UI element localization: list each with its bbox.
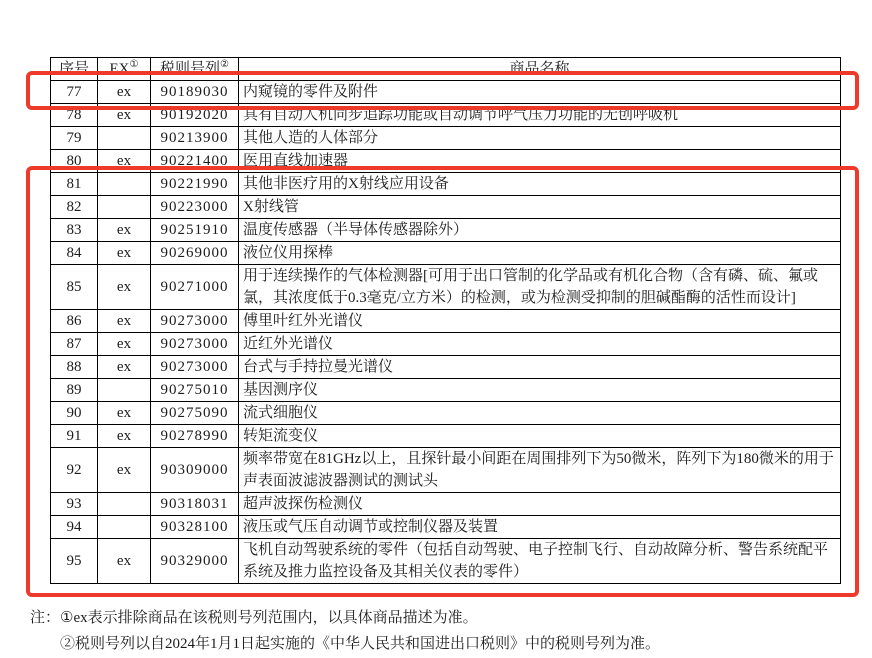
serial-number-cell: 86 — [51, 310, 98, 333]
serial-number-cell: 87 — [51, 333, 98, 356]
ex-flag-cell: ex — [98, 402, 151, 425]
serial-number-cell: 80 — [51, 150, 98, 173]
tariff-code-cell: 90278990 — [151, 425, 239, 448]
serial-number-cell: 78 — [51, 104, 98, 127]
ex-flag-cell — [98, 379, 151, 402]
product-name-cell: 傅里叶红外光谱仪 — [239, 310, 841, 333]
footnote-line-1: ①ex表示排除商品在该税则号列范围内，以具体商品描述为准。 — [60, 610, 478, 626]
tariff-code-cell: 90328100 — [151, 516, 239, 539]
product-name-cell: 其他非医疗用的X射线应用设备 — [239, 173, 841, 196]
ex-flag-cell — [98, 196, 151, 219]
ex-flag-cell: ex — [98, 219, 151, 242]
product-name-cell: 基因测序仪 — [239, 379, 841, 402]
column-header: EX① — [98, 58, 151, 81]
ex-flag-cell — [98, 516, 151, 539]
tariff-code-cell: 90271000 — [151, 265, 239, 310]
table-row — [51, 127, 841, 150]
product-name-cell: 频率带宽在81GHz以上，且探针最小间距在周围排列下为50微米，阵列下为180微米的用于声表面波滤波器测试的测试头 — [239, 448, 841, 493]
table-row — [51, 333, 841, 356]
tariff-code-cell: 90223000 — [151, 196, 239, 219]
serial-number-cell: 83 — [51, 219, 98, 242]
ex-flag-cell: ex — [98, 150, 151, 173]
serial-number-cell: 95 — [51, 539, 98, 584]
serial-number-cell: 89 — [51, 379, 98, 402]
table-row — [51, 173, 841, 196]
column-header: 商品名称 — [239, 58, 841, 81]
product-name-cell: 流式细胞仪 — [239, 402, 841, 425]
column-header: 序号 — [51, 58, 98, 81]
product-name-cell: 近红外光谱仪 — [239, 333, 841, 356]
tariff-code-cell: 90273000 — [151, 356, 239, 379]
serial-number-cell: 90 — [51, 402, 98, 425]
table-row — [51, 150, 841, 173]
footnote-line-2: ②税则号列以自2024年1月1日起实施的《中华人民共和国进出口税则》中的税则号列为准。 — [60, 636, 661, 652]
ex-flag-cell: ex — [98, 81, 151, 104]
ex-flag-cell: ex — [98, 242, 151, 265]
table-row — [51, 196, 841, 219]
table-row — [51, 104, 841, 127]
ex-flag-cell — [98, 127, 151, 150]
table-row — [51, 539, 841, 584]
ex-flag-cell — [98, 173, 151, 196]
tariff-code-cell: 90213900 — [151, 127, 239, 150]
serial-number-cell: 79 — [51, 127, 98, 150]
product-name-cell: 温度传感器（半导体传感器除外） — [239, 219, 841, 242]
product-name-cell: X射线管 — [239, 196, 841, 219]
footnote-prefix: 注： — [30, 610, 61, 626]
product-name-cell: 液压或气压自动调节或控制仪器及装置 — [239, 516, 841, 539]
serial-number-cell: 85 — [51, 265, 98, 310]
ex-flag-cell: ex — [98, 539, 151, 584]
product-name-cell: 用于连续操作的气体检测器[可用于出口管制的化学品或有机化合物（含有磷、硫、氟或氯，其浓度低于0.3毫克/立方米）的检测，或为检测受抑制的胆碱酯酶的活性而设计] — [239, 265, 841, 310]
ex-flag-cell: ex — [98, 265, 151, 310]
serial-number-cell: 81 — [51, 173, 98, 196]
product-name-cell: 超声波探伤检测仪 — [239, 493, 841, 516]
table-row — [51, 81, 841, 104]
table-row — [51, 448, 841, 493]
tariff-code-cell: 90192020 — [151, 104, 239, 127]
tariff-code-cell: 90275010 — [151, 379, 239, 402]
table-row — [51, 493, 841, 516]
tariff-code-cell: 90329000 — [151, 539, 239, 584]
product-name-cell: 液位仪用探棒 — [239, 242, 841, 265]
product-name-cell: 医用直线加速器 — [239, 150, 841, 173]
ex-flag-cell: ex — [98, 356, 151, 379]
header-superscript: ② — [220, 59, 229, 70]
tariff-code-cell: 90269000 — [151, 242, 239, 265]
product-name-cell: 其他人造的人体部分 — [239, 127, 841, 150]
serial-number-cell: 93 — [51, 493, 98, 516]
column-header: 税则号列② — [151, 58, 239, 81]
ex-flag-cell: ex — [98, 310, 151, 333]
product-name-cell: 转矩流变仪 — [239, 425, 841, 448]
tariff-code-cell: 90273000 — [151, 310, 239, 333]
table-row — [51, 242, 841, 265]
tariff-table — [50, 57, 841, 584]
product-name-cell: 台式与手持拉曼光谱仪 — [239, 356, 841, 379]
table-row — [51, 265, 841, 310]
table-row — [51, 516, 841, 539]
ex-flag-cell — [98, 493, 151, 516]
serial-number-cell: 94 — [51, 516, 98, 539]
serial-number-cell: 84 — [51, 242, 98, 265]
table-header-row — [51, 58, 841, 81]
tariff-code-cell: 90318031 — [151, 493, 239, 516]
product-name-cell: 具有自动人机同步追踪功能或自动调节呼气压力功能的无创呼吸机 — [239, 104, 841, 127]
product-name-cell: 内窥镜的零件及附件 — [239, 81, 841, 104]
tariff-code-cell: 90273000 — [151, 333, 239, 356]
serial-number-cell: 92 — [51, 448, 98, 493]
tariff-code-cell: 90221990 — [151, 173, 239, 196]
ex-flag-cell: ex — [98, 448, 151, 493]
tariff-code-cell: 90309000 — [151, 448, 239, 493]
table-row — [51, 425, 841, 448]
serial-number-cell: 77 — [51, 81, 98, 104]
footnotes — [30, 605, 660, 657]
serial-number-cell: 82 — [51, 196, 98, 219]
serial-number-cell: 88 — [51, 356, 98, 379]
ex-flag-cell: ex — [98, 333, 151, 356]
tariff-code-cell: 90189030 — [151, 81, 239, 104]
ex-flag-cell: ex — [98, 104, 151, 127]
header-superscript: ① — [129, 59, 139, 70]
tariff-code-cell: 90251910 — [151, 219, 239, 242]
table-row — [51, 379, 841, 402]
product-name-cell: 飞机自动驾驶系统的零件（包括自动驾驶、电子控制飞行、自动故障分析、警告系统配平系统及推力监控设备及其相关仪表的零件） — [239, 539, 841, 584]
table-row — [51, 219, 841, 242]
table-row — [51, 310, 841, 333]
ex-flag-cell: ex — [98, 425, 151, 448]
tariff-code-cell: 90221400 — [151, 150, 239, 173]
table-row — [51, 356, 841, 379]
tariff-code-cell: 90275090 — [151, 402, 239, 425]
serial-number-cell: 91 — [51, 425, 98, 448]
table-row — [51, 402, 841, 425]
